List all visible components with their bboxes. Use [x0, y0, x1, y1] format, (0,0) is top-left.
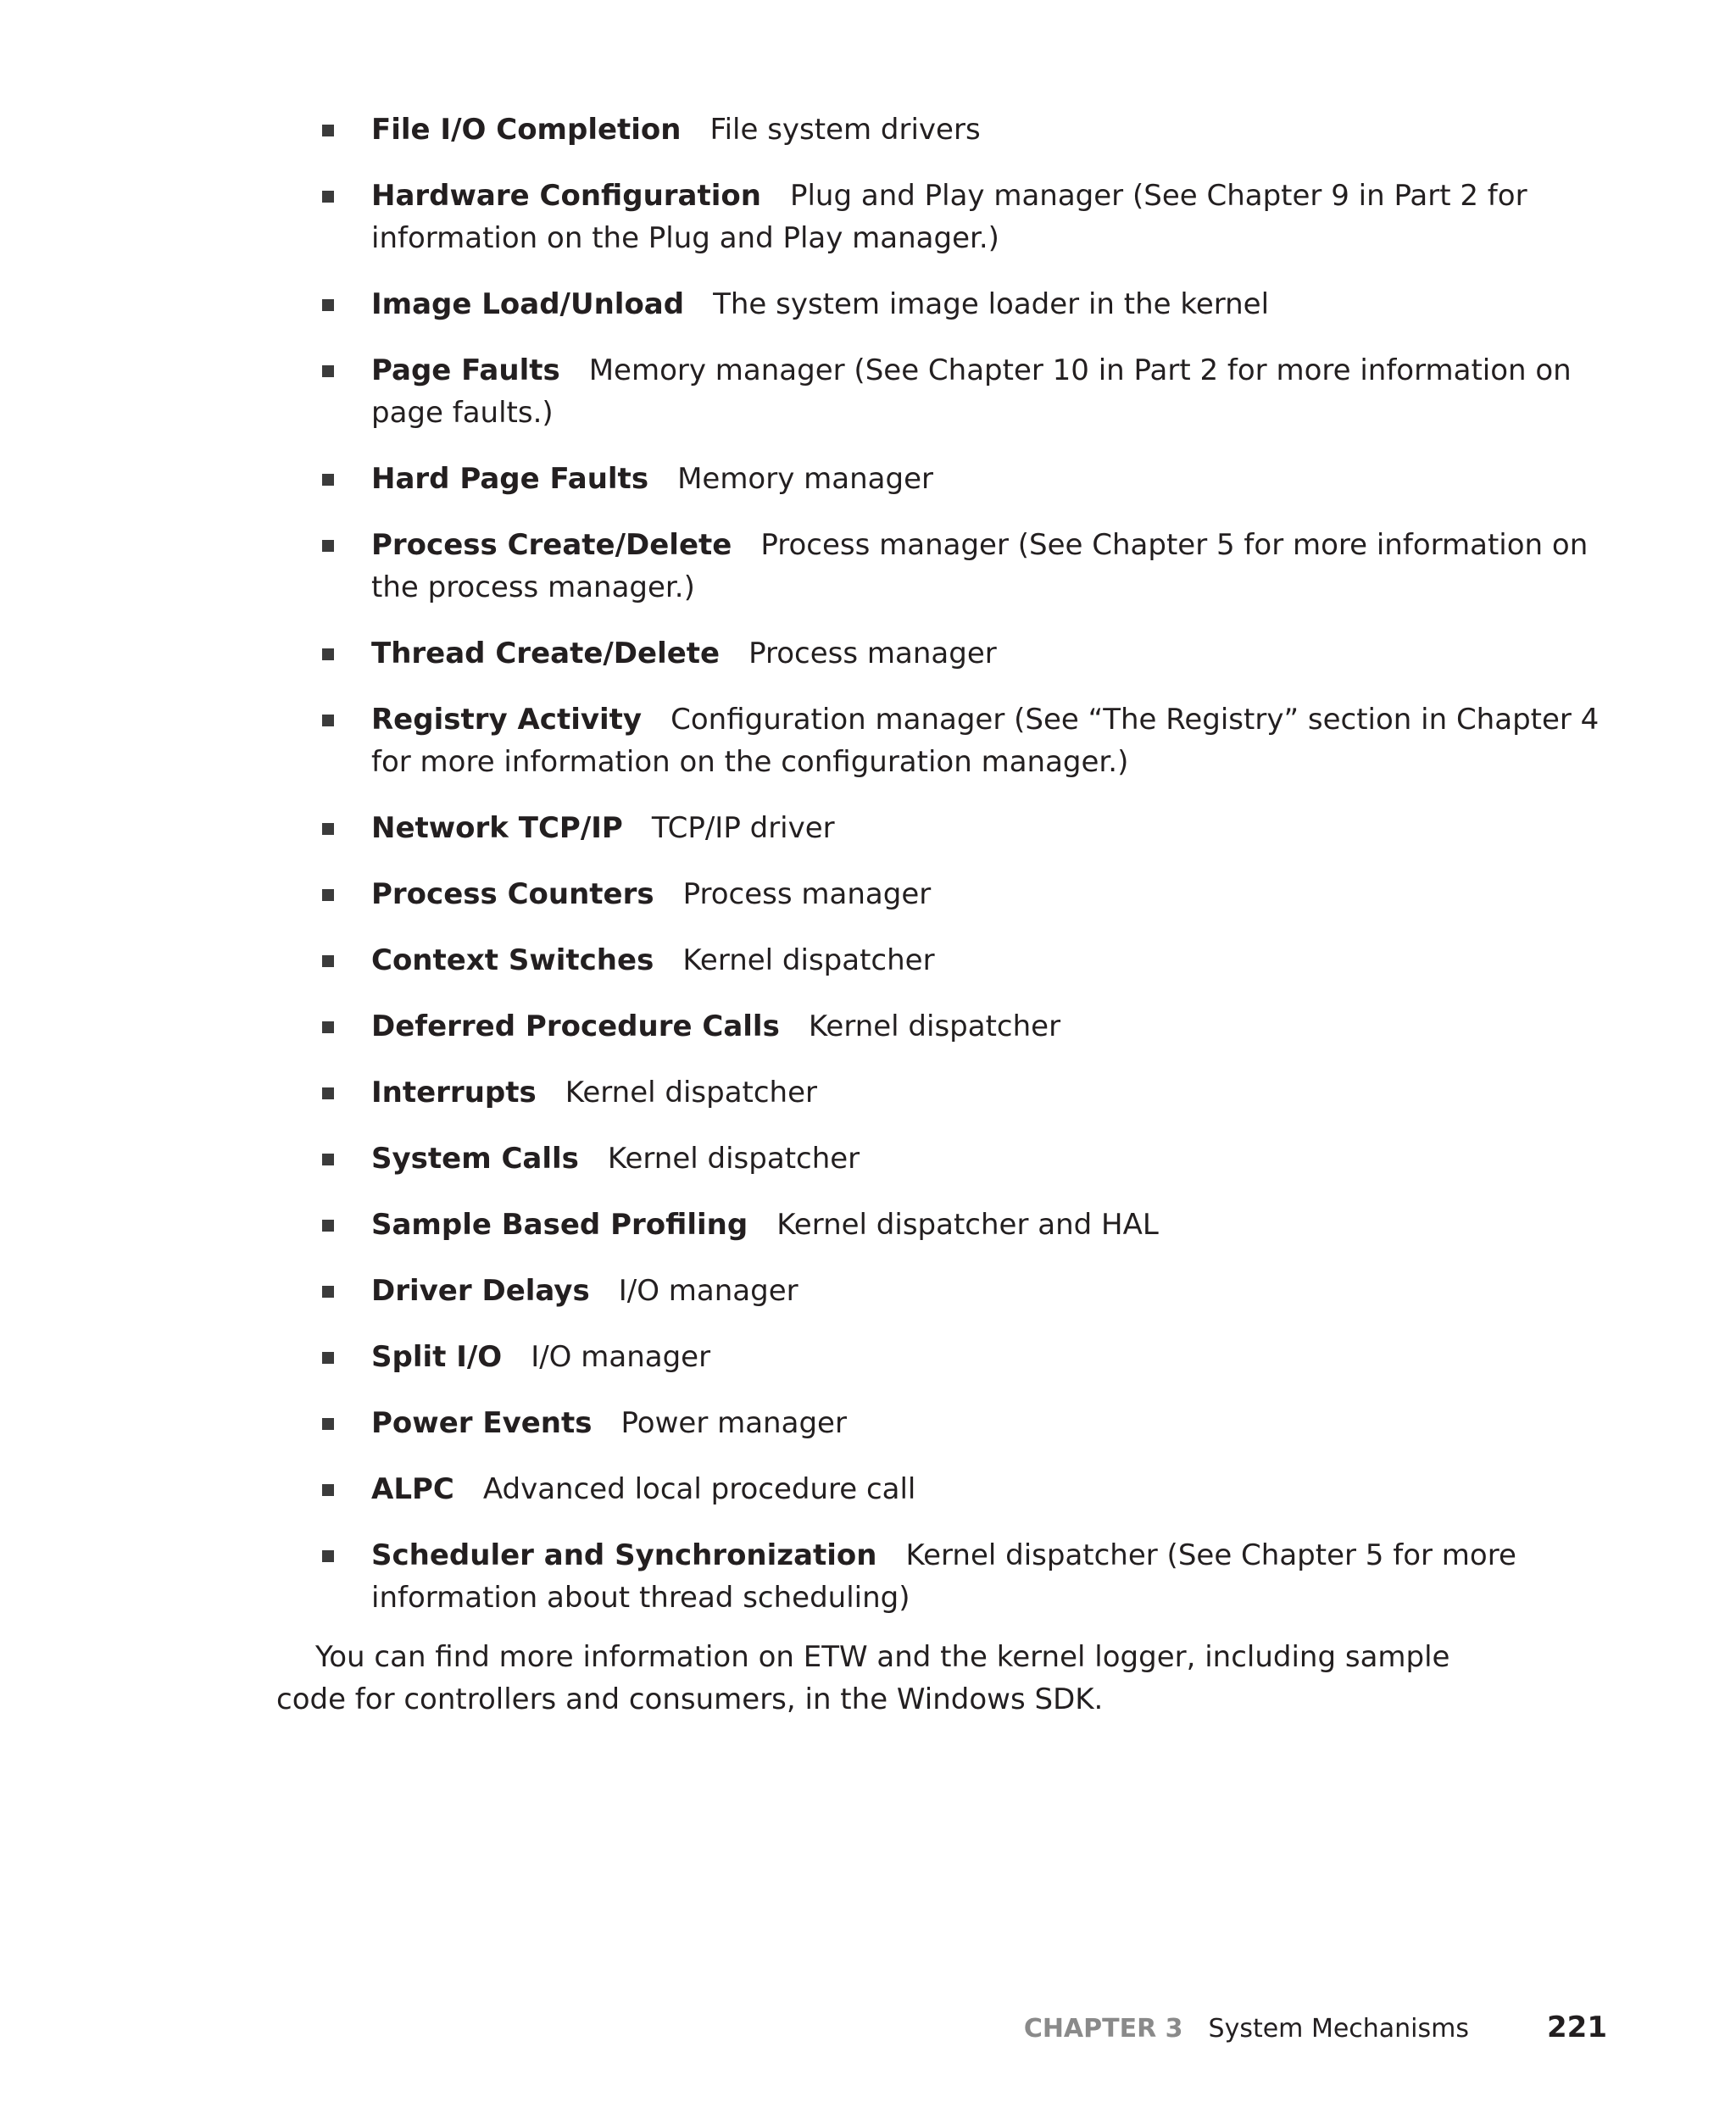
page-number: 221 [1547, 2011, 1607, 2044]
item-description: Power manager [620, 1406, 847, 1440]
bullet-square-icon [322, 648, 334, 660]
list-item [319, 632, 1607, 675]
item-description: Kernel dispatcher [565, 1076, 818, 1110]
item-description: Process manager [748, 637, 997, 670]
item-term: Page Faults [371, 353, 560, 387]
list-item [319, 1270, 1607, 1312]
bullet-square-icon [322, 1418, 334, 1430]
list-item [319, 458, 1607, 500]
list-item [319, 175, 1607, 259]
list-item [319, 873, 1607, 915]
list-item [319, 807, 1607, 849]
item-description: I/O manager [618, 1274, 798, 1308]
bullet-square-icon [322, 1154, 334, 1165]
bullet-square-icon [322, 474, 334, 486]
item-description: Process manager [682, 877, 932, 911]
item-term: Sample Based Profiling [371, 1208, 748, 1242]
item-description: Memory manager [677, 462, 933, 496]
item-term: Scheduler and Synchronization [371, 1538, 877, 1572]
item-description: Configuration manager (See “The Registry” section in Chapter 4 for more information on the configuration manager.) [371, 703, 1600, 779]
item-term: Network TCP/IP [371, 811, 623, 845]
list-item [319, 1005, 1607, 1048]
item-term: Driver Delays [371, 1274, 590, 1308]
bullet-list [319, 108, 1607, 1643]
item-description: The system image loader in the kernel [713, 287, 1270, 321]
list-item [319, 1468, 1607, 1510]
item-description: Kernel dispatcher and HAL [776, 1208, 1159, 1242]
list-item [319, 1137, 1607, 1180]
item-term: File I/O Completion [371, 113, 682, 147]
bullet-square-icon [322, 1484, 334, 1496]
bullet-square-icon [322, 299, 334, 311]
item-description: Kernel dispatcher [682, 943, 935, 977]
bullet-square-icon [322, 715, 334, 726]
bullet-square-icon [322, 365, 334, 377]
item-term: ALPC [371, 1472, 454, 1506]
item-term: Process Create/Delete [371, 528, 732, 562]
list-item [319, 1336, 1607, 1378]
list-item [319, 283, 1607, 325]
list-item [319, 1534, 1607, 1619]
item-description: Kernel dispatcher (See Chapter 5 for more information about thread scheduling) [371, 1538, 1516, 1615]
item-description: Process manager (See Chapter 5 for more information on the process manager.) [371, 528, 1589, 604]
item-term: Registry Activity [371, 703, 643, 737]
item-term: Interrupts [371, 1076, 537, 1110]
bullet-square-icon [322, 1220, 334, 1232]
item-description: File system drivers [709, 113, 981, 147]
item-term: Split I/O [371, 1340, 503, 1374]
item-description: Memory manager (See Chapter 10 in Part 2 for more information on page faults.) [371, 353, 1572, 430]
bullet-square-icon [322, 1352, 334, 1364]
footer-chapter-title: System Mechanisms [1208, 2014, 1470, 2044]
list-item [319, 1071, 1607, 1114]
list-item [319, 698, 1607, 783]
item-description: Kernel dispatcher [808, 1009, 1061, 1043]
item-term: Context Switches [371, 943, 654, 977]
bullet-square-icon [322, 1286, 334, 1298]
bullet-square-icon [322, 889, 334, 901]
item-term: Power Events [371, 1406, 593, 1440]
item-description: I/O manager [531, 1340, 711, 1374]
bullet-square-icon [322, 955, 334, 967]
item-term: Process Counters [371, 877, 654, 911]
item-term: Hardware Configuration [371, 179, 761, 213]
item-term: Hard Page Faults [371, 462, 649, 496]
body-paragraph: You can find more information on ETW and the kernel logger, including sample code for controllers and consumers, in the Windows SDK. [276, 1640, 1450, 1716]
item-description: Plug and Play manager (See Chapter 9 in Part 2 for information on the Plug and Play manager.) [371, 179, 1527, 255]
item-term: Thread Create/Delete [371, 637, 721, 670]
list-item [319, 1402, 1607, 1444]
item-term: Image Load/Unload [371, 287, 685, 321]
item-description: TCP/IP driver [651, 811, 835, 845]
page-footer [1024, 2011, 1607, 2053]
bullet-square-icon [322, 1087, 334, 1099]
bullet-square-icon [322, 125, 334, 136]
bullet-square-icon [322, 1550, 334, 1562]
item-term: Deferred Procedure Calls [371, 1009, 780, 1043]
footer-chapter-label: CHAPTER 3 [1023, 2014, 1183, 2044]
list-item [319, 939, 1607, 982]
item-description: Advanced local procedure call [482, 1472, 916, 1506]
bullet-square-icon [322, 823, 334, 835]
item-description: Kernel dispatcher [607, 1142, 860, 1176]
bullet-square-icon [322, 540, 334, 552]
list-item [319, 524, 1607, 609]
list-item [319, 1204, 1607, 1246]
bullet-square-icon [322, 191, 334, 203]
item-term: System Calls [371, 1142, 579, 1176]
bullet-square-icon [322, 1021, 334, 1033]
list-item [319, 349, 1607, 434]
list-item [319, 108, 1607, 151]
